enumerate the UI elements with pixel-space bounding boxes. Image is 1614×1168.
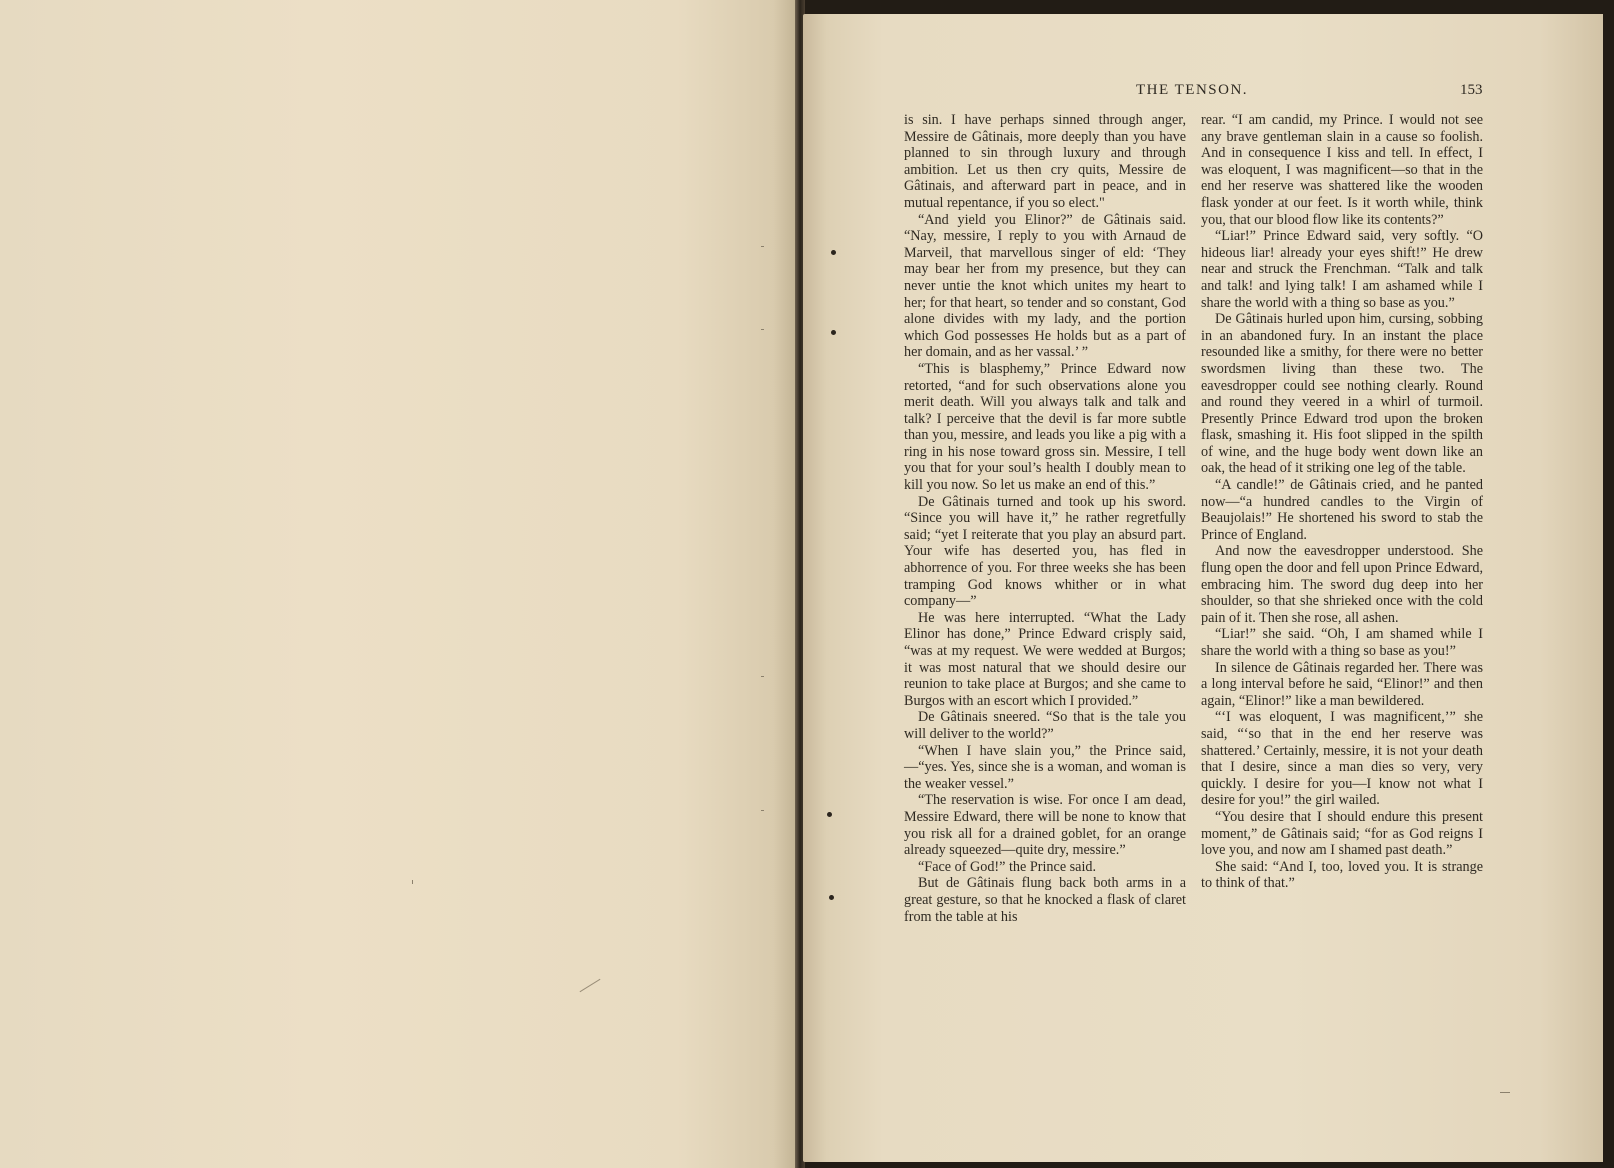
paper-speck bbox=[761, 810, 764, 811]
binding-hole bbox=[831, 250, 836, 255]
running-head: THE TENSON. bbox=[1136, 82, 1249, 98]
pencil-mark bbox=[580, 979, 601, 993]
paragraph: “And yield you Elinor?” de Gâtinais said. “Nay, messire, I reply to you with Arnaud de Marveil, that marvellous singer of eld: ‘They may bear her from my presence, but they can never untie the knot which unites my heart to her; for that heart, so tender and so constant, God alone divides with my lady, and the portion which God possesses He holds but as a part of her domain, and as her vassal.’ ” bbox=[904, 211, 1186, 361]
paragraph: But de Gâtinais flung back both arms in a great gesture, so that he knocked a flask of claret from the table at his bbox=[904, 875, 1186, 925]
paragraph: De Gâtinais sneered. “So that is the tale you will deliver to the world?” bbox=[904, 709, 1186, 742]
paragraph: She said: “And I, too, loved you. It is strange to think of that.” bbox=[1201, 858, 1483, 892]
page-number: 153 bbox=[1460, 82, 1483, 98]
paper-speck bbox=[412, 880, 413, 884]
text-column-right bbox=[1201, 112, 1483, 892]
paragraph: “When I have slain you,” the Prince said,—“yes. Yes, since she is a woman, and woman is the weaker vessel.” bbox=[904, 742, 1186, 792]
paper-speck bbox=[761, 676, 764, 677]
paragraph: “‘I was eloquent, I was magnificent,’” she said, “‘so that in the end her reserve was shattered.’ Certainly, messire, it is not your death that I desire, since a man dies so very, very quickly. I desire for you—I know not what I desire for you!” the girl wailed. bbox=[1201, 709, 1483, 809]
paper-speck bbox=[761, 329, 764, 330]
paragraph: He was here interrupted. “What the Lady Elinor has done,” Prince Edward crisply said, “was at my request. We were wedded at Burgos; it was most natural that we should desire our reunion to take place at Burgos; and she came to Burgos with an escort which I provided.” bbox=[904, 609, 1186, 709]
paragraph: “Liar!” Prince Edward said, very softly. “O hideous liar! already your eyes shift!” He drew near and struck the Frenchman. “Talk and talk and talk! and lying talk! I am ashamed while I share the world with a thing so base as you.” bbox=[1201, 228, 1483, 311]
paragraph: De Gâtinais turned and took up his sword. “Since you will have it,” he rather regretfully said; “yet I reiterate that you play an absurd part. Your wife has deserted you, has fled in abhorrence of you. For three weeks she has been tramping God knows whither or in what company—” bbox=[904, 493, 1186, 610]
binding-hole bbox=[827, 812, 832, 817]
paragraph: “The reservation is wise. For once I am dead, Messire Edward, there will be none to know that you risk all for a drained goblet, for an orange already squeezed—quite dry, messire.” bbox=[904, 792, 1186, 859]
binding-hole bbox=[829, 895, 834, 900]
paragraph: rear. “I am candid, my Prince. I would not see any brave gentleman slain in a cause so foolish. And in consequence I kiss and tell. In effect, I was eloquent, I was magnificent—so that in the end her reserve was shattered like the wooden flask yonder at our feet. Is it worth while, think you, that our blood flow like its contents?” bbox=[1201, 112, 1483, 228]
paragraph: “Liar!” she said. “Oh, I am shamed while I share the world with a thing so base as you!” bbox=[1201, 626, 1483, 659]
paragraph: is sin. I have perhaps sinned through anger, Messire de Gâtinais, more deeply than you have planned to sin through luxury and through ambition. Let us then cry quits, Messire de Gâtinais, and afterward part in peace, and in mutual repentance, if you so elect." bbox=[904, 112, 1186, 211]
paper-speck bbox=[761, 246, 764, 247]
paragraph: “A candle!” de Gâtinais cried, and he panted now—“a hundred candles to the Virgin of Beaujolais!” He shortened his sword to stab the Prince of England. bbox=[1201, 477, 1483, 543]
paper-speck bbox=[1500, 1092, 1510, 1093]
paragraph: De Gâtinais hurled upon him, cursing, sobbing in an abandoned fury. In an instant the place resounded like a smithy, for there were no better swordsmen living than these two. The eavesdropper could see nothing clearly. Round and round they veered in a whirl of turmoil. Presently Prince Edward trod upon the broken flask, smashing it. His foot slipped in the spilth of wine, and the huge body went down like an oak, the head of it striking one leg of the table. bbox=[1201, 311, 1483, 477]
left-page-blank bbox=[0, 0, 797, 1168]
paragraph: And now the eavesdropper understood. She flung open the door and fell upon Prince Edward, embracing him. The sword dug deep into her shoulder, so that she shrieked once with the cold pain of it. Then she rose, all ashen. bbox=[1201, 543, 1483, 626]
text-column-left bbox=[904, 112, 1186, 925]
binding-hole bbox=[831, 330, 836, 335]
paragraph: In silence de Gâtinais regarded her. There was a long interval before he said, “Elinor!” and then again, “Elinor!” like a man bewildered. bbox=[1201, 659, 1483, 709]
paragraph: “You desire that I should endure this present moment,” de Gâtinais said; “for as God reigns I love you, and now am I shamed past death.” bbox=[1201, 808, 1483, 859]
paragraph: “Face of God!” the Prince said. bbox=[918, 858, 1097, 875]
paragraph: “This is blasphemy,” Prince Edward now retorted, “and for such observations alone you merit death. Will you always talk and talk and talk? I perceive that the devil is far more subtle than you, messire, and leads you like a pig with a ring in his nose toward gross sin. Messire, I tell you that for your soul’s health I doubly mean to kill you now. So let us make an end of this.” bbox=[904, 360, 1186, 494]
